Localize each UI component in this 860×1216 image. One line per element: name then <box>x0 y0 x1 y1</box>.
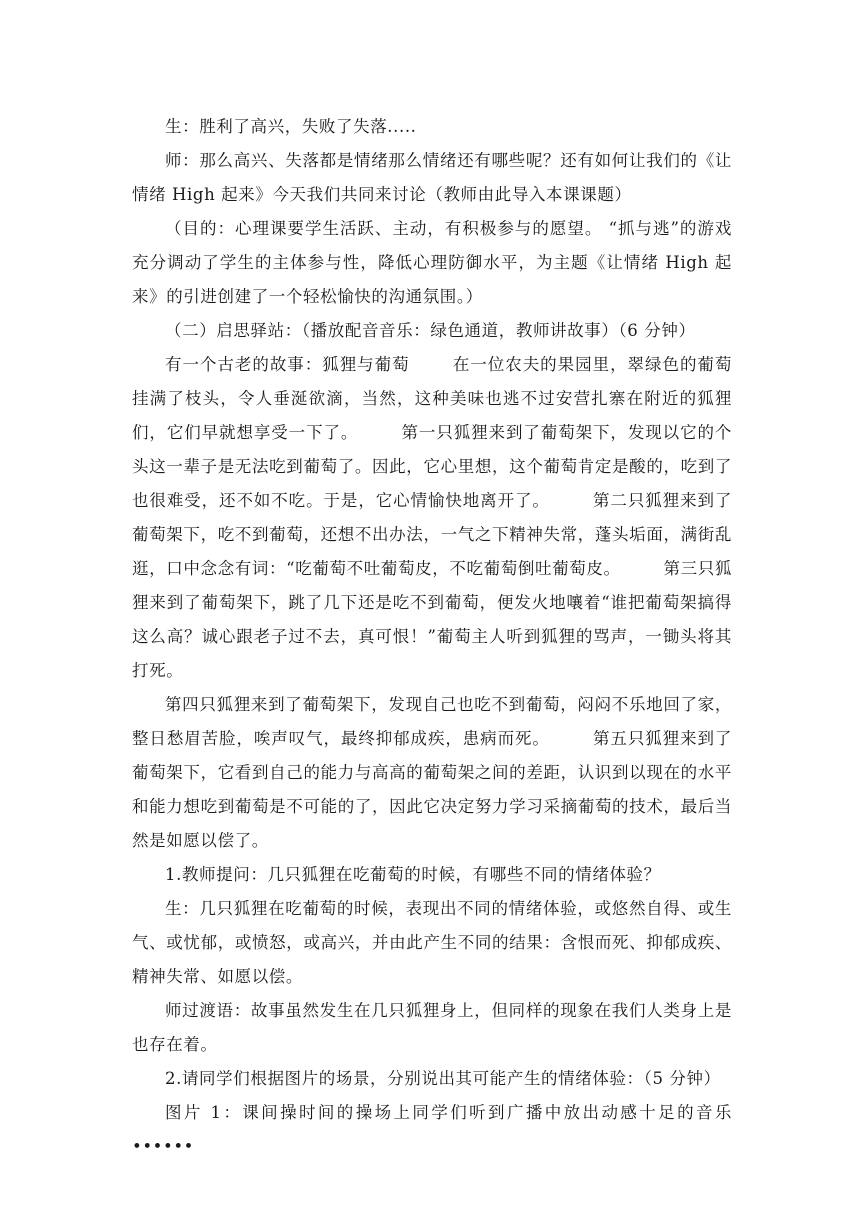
story-segment-orchard: 在一位农夫的果园里，翠绿色的葡萄挂满了枝头，令人垂涎欲滴，当然，这种美味也逃不过安营扎寨在附近的狐狸们，它们早就想享受一下了。 <box>132 355 732 442</box>
fox-story-paragraph <box>132 348 732 688</box>
story-title: 有一个古老的故事：狐狸与葡萄 <box>165 355 410 374</box>
story-segment-fifth-fox: 第五只狐狸来到了葡萄架下，它看到自己的能力与高高的葡萄架之间的差距，认识到以现在的水平和能力想吃到葡萄是不可能的了，因此它决定努力学习采摘葡萄的技术，最后当然是如愿以偿了。 <box>132 729 732 850</box>
section-heading: （二）启思驿站：（播放配音音乐：绿色通道，教师讲故事）（6 分钟） <box>165 321 696 340</box>
document-body <box>132 110 732 1164</box>
teacher-question-1: 1.教师提问：几只狐狸在吃葡萄的时候，有哪些不同的情绪体验？ <box>165 865 661 884</box>
fox-story-continued-paragraph <box>132 688 732 858</box>
teacher-transition-paragraph: 师过渡语：故事虽然发生在几只狐狸身上，但同样的现象在我们人类身上是也存在着。 <box>132 1001 732 1054</box>
story-segment-fourth-fox: 第四只狐狸来到了葡萄架下，发现自己也吃不到葡萄，闷闷不乐地回了家，整日愁眉苦脸，唉声叹气，最终抑郁成疾，患病而死。 <box>132 695 732 748</box>
picture-1-description: 图片 1：课间操时间的操场上同学们听到广播中放出动感十足的音乐•••••• <box>132 1103 732 1156</box>
teacher-intro-paragraph: 师：那么高兴、失落都是情绪那么情绪还有哪些呢？还有如何让我们的《让情绪 High 起来》今天我们共同来讨论（教师由此导入本课课题） <box>132 151 732 204</box>
student-reply-2-paragraph: 生：几只狐狸在吃葡萄的时候，表现出不同的情绪体验，或悠然自得、或生气、或忧郁，或愤怒，或高兴，并由此产生不同的结果：含恨而死、抑郁成疾、精神失常、如愿以偿。 <box>132 899 732 986</box>
purpose-note-paragraph: （目的：心理课要学生活跃、主动，有积极参与的愿望。 “抓与逃”的游戏充分调动了学生的主体参与性，降低心理防御水平，为主题《让情绪 High 起来》的引进创建了一个轻松愉快的沟通氛围。） <box>132 219 732 306</box>
story-segment-first-fox: 第一只狐狸来到了葡萄架下，发现以它的个头这一辈子是无法吃到葡萄了。因此，它心里想，这个葡萄肯定是酸的，吃到了也很难受，还不如不吃。于是，它心情愉快地离开了。 <box>132 423 732 510</box>
teacher-question-2: 2.请同学们根据图片的场景，分别说出其可能产生的情绪体验：（5 分钟） <box>165 1069 721 1088</box>
story-segment-third-fox: 第三只狐狸来到了葡萄架下，跳了几下还是吃不到葡萄，便发火地嚷着“谁把葡萄架搞得这么高？诚心跟老子过不去，真可恨！”葡萄主人听到狐狸的骂声，一锄头将其打死。 <box>132 559 732 680</box>
student-reply-paragraph: 生：胜利了高兴，失败了失落..... <box>165 117 417 136</box>
story-segment-second-fox: 第二只狐狸来到了葡萄架下，吃不到葡萄，还想不出办法，一气之下精神失常，蓬头垢面，满街乱逛，口中念念有词：“吃葡萄不吐葡萄皮，不吃葡萄倒吐葡萄皮。 <box>132 491 732 578</box>
